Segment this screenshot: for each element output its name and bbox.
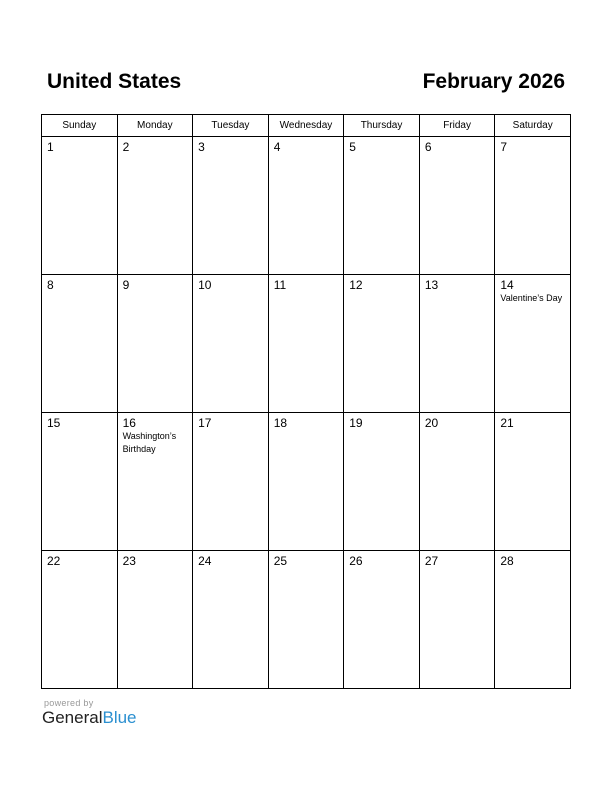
- week-row: [42, 275, 571, 413]
- week-row: [42, 551, 571, 689]
- day-cell: [42, 551, 118, 689]
- day-cell: [42, 137, 118, 275]
- day-cell: [268, 551, 344, 689]
- day-number: 4: [273, 140, 281, 154]
- footer: [42, 698, 137, 728]
- day-number: 10: [198, 278, 212, 292]
- powered-by-text: powered by: [44, 698, 94, 708]
- day-number: 24: [198, 554, 212, 568]
- day-cell: [193, 137, 269, 275]
- day-cell: [117, 551, 193, 689]
- day-number: 9: [122, 278, 130, 292]
- day-number: 7: [500, 140, 508, 154]
- day-cell: [419, 137, 495, 275]
- calendar-header: [47, 70, 565, 100]
- day-number: 3: [198, 140, 205, 154]
- weekday-header-row: [42, 115, 571, 137]
- day-number: 21: [500, 416, 514, 430]
- day-cell: [419, 275, 495, 413]
- day-cell: [42, 275, 118, 413]
- day-number: 23: [122, 554, 136, 568]
- brand-logo[interactable]: [42, 708, 137, 728]
- day-cell: [117, 137, 193, 275]
- holiday-label: Valentine’s Day: [500, 293, 563, 303]
- day-cell: [268, 137, 344, 275]
- day-number: 26: [349, 554, 363, 568]
- day-number: 15: [47, 416, 61, 430]
- day-number: 25: [273, 554, 288, 568]
- day-cell: [495, 275, 571, 413]
- day-number: 11: [273, 278, 287, 292]
- day-number: 8: [47, 278, 54, 292]
- day-number: 20: [424, 416, 439, 430]
- day-cell: [344, 275, 420, 413]
- day-cell: [495, 137, 571, 275]
- brand-name-part2: Blue: [102, 708, 137, 727]
- day-cell: [193, 413, 269, 551]
- day-number: 22: [47, 554, 61, 568]
- day-cell: [495, 413, 571, 551]
- day-number: 27: [424, 554, 439, 568]
- week-row: [42, 413, 571, 551]
- weekday-monday: Monday: [117, 115, 193, 137]
- weekday-thursday: Thursday: [344, 115, 420, 137]
- weekday-saturday: Saturday: [495, 115, 571, 137]
- day-number: 6: [424, 140, 432, 154]
- day-cell: [117, 413, 193, 551]
- day-number: 18: [273, 416, 288, 430]
- calendar-grid: [41, 114, 571, 689]
- day-cell: [268, 413, 344, 551]
- day-cell: [117, 275, 193, 413]
- day-number: 19: [349, 416, 363, 430]
- day-cell: [42, 413, 118, 551]
- day-number: 1: [47, 140, 54, 154]
- month-year-title: February 2026: [422, 70, 565, 93]
- day-number: 13: [424, 278, 439, 292]
- day-cell: [344, 137, 420, 275]
- day-number: 5: [349, 140, 356, 154]
- holiday-label: Washington’s Birthday: [122, 431, 177, 454]
- day-number: 12: [349, 278, 363, 292]
- weekday-tuesday: Tuesday: [193, 115, 269, 137]
- day-cell: [268, 275, 344, 413]
- week-row: [42, 137, 571, 275]
- day-number: 17: [198, 416, 212, 430]
- day-cell: [344, 551, 420, 689]
- day-cell: [193, 275, 269, 413]
- day-number: 14: [500, 278, 514, 292]
- day-cell: [495, 551, 571, 689]
- day-cell: [419, 551, 495, 689]
- weekday-sunday: Sunday: [42, 115, 118, 137]
- day-number: 16: [122, 416, 136, 430]
- brand-name-part1: General: [42, 708, 103, 727]
- day-cell: [344, 413, 420, 551]
- weekday-friday: Friday: [419, 115, 495, 137]
- day-number: 2: [122, 140, 130, 154]
- day-cell: [419, 413, 495, 551]
- day-number: 28: [500, 554, 514, 568]
- country-title: United States: [47, 70, 182, 93]
- weekday-wednesday: Wednesday: [268, 115, 344, 137]
- day-cell: [193, 551, 269, 689]
